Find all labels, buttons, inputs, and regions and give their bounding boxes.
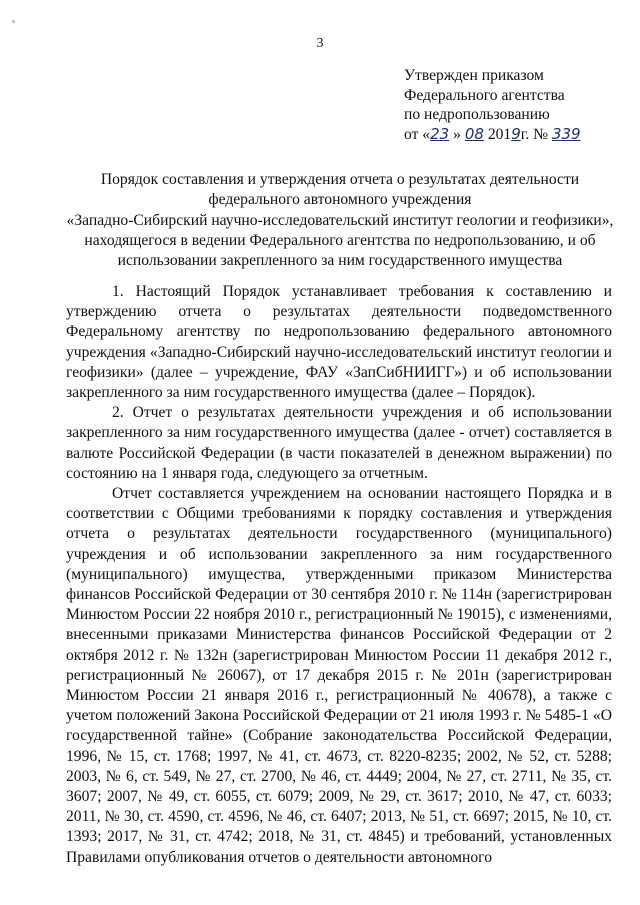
approval-stamp-block [404, 66, 634, 144]
title-line-4: находящегося в ведении Федерального агентства по недропользованию, и об [84, 231, 596, 249]
handwritten-month: 08 [464, 124, 484, 143]
paragraph-1: 1. Настоящий Порядок устанавливает требования к составлению и утверждению отчета о результатах деятельности подведомственного Федеральному агентству по недропользованию федерального автономного учреждения «Западно-Сибирский научно-исследовательский институт геологии и геофизики» (далее – учреждение, ФАУ «ЗапСибНИИГГ») и об использовании закрепленного за ним государственного имущества (далее – Порядок). [66, 283, 612, 402]
handwritten-order-number: 339 [551, 124, 581, 143]
handwritten-year-digit: 9 [511, 124, 521, 143]
approval-line-3: по недропользованию [404, 106, 550, 123]
approval-date-line [404, 125, 634, 145]
paragraph-2: 2. Отчет о результатах деятельности учреждения и об использовании закрепленного за ним государственного имущества (далее - отчет) составляется в валюте Российской Федерации (в части показателей в денежном выражении) по состоянию на 1 января года, следующего за отчетным. [66, 404, 612, 482]
scan-dust-mark [12, 20, 15, 23]
year-prefix: 201 [487, 125, 512, 143]
handwritten-day: 23 [430, 124, 450, 143]
document-body [66, 282, 612, 868]
title-line-5: использовании закрепленного за ним государственного имущества [117, 252, 563, 270]
document-title [60, 170, 620, 271]
number-prefix: г. № [520, 125, 549, 143]
paragraph-3: Отчет составляется учреждением на основании настоящего Порядка и в соответствии с Общими требованиями к порядку составления и утверждения отчета о результатах деятельности государственного (муниципального) учреждения и об использовании закрепленного за ним государственного (муниципального) имущества, утвержденными приказом Министерства финансов Российской Федерации от 30 сентября 2010 г. № 114н (зарегистрирован Минюстом России 22 ноября 2010 г., регистрационный № 19015), с изменениями, внесенными приказами Министерства финансов Российской Федерации от 2 октября 2012 г. № 132н (зарегистрирован Минюстом России 11 декабря 2012 г., регистрационный № 26067), от 17 декабря 2015 г. № 201н (зарегистрирован Минюстом России 21 января 2016 г., регистрационный № 40678), а также с учетом положений Закона Российской Федерации от 21 июля 1993 г. № 5485-1 «О государственной тайне» (Собрание законодательства Российской Федерации, 1996, № 15, ст. 1768; 1997, № 41, ст. 4673, ст. 8220-8235; 2002, № 52, ст. 5288; 2003, № 6, ст. 549, № 27, ст. 2700, № 46, ст. 4449; 2004, № 27, ст. 2711, № 35, ст. 3607; 2007, № 49, ст. 6055, ст. 6079; 2009, № 29, ст. 3617; 2010, № 47, ст. 6033; 2011, № 30, ст. 4590, ст. 4596, № 46, ст. 6407; 2013, № 51, ст. 6697; 2015, № 10, ст. 1393; 2017, № 31, ст. 4742; 2018, № 31, ст. 4845) и требований, установленных Правилами опубликования отчетов о деятельности автономного [66, 485, 612, 866]
date-prefix: от « [404, 125, 431, 143]
date-quote-close: » [453, 125, 461, 143]
title-line-1: Порядок составления и утверждения отчета о результатах деятельности [100, 171, 580, 188]
approval-line-2: Федерального агентства [404, 86, 565, 104]
title-line-2: федерального автономного учреждения [208, 191, 472, 209]
title-line-3: «Западно-Сибирский научно-исследовательский институт геологии и геофизики», [66, 211, 614, 229]
page-number: 3 [316, 36, 324, 51]
approval-line-1: Утвержден приказом [404, 67, 544, 84]
